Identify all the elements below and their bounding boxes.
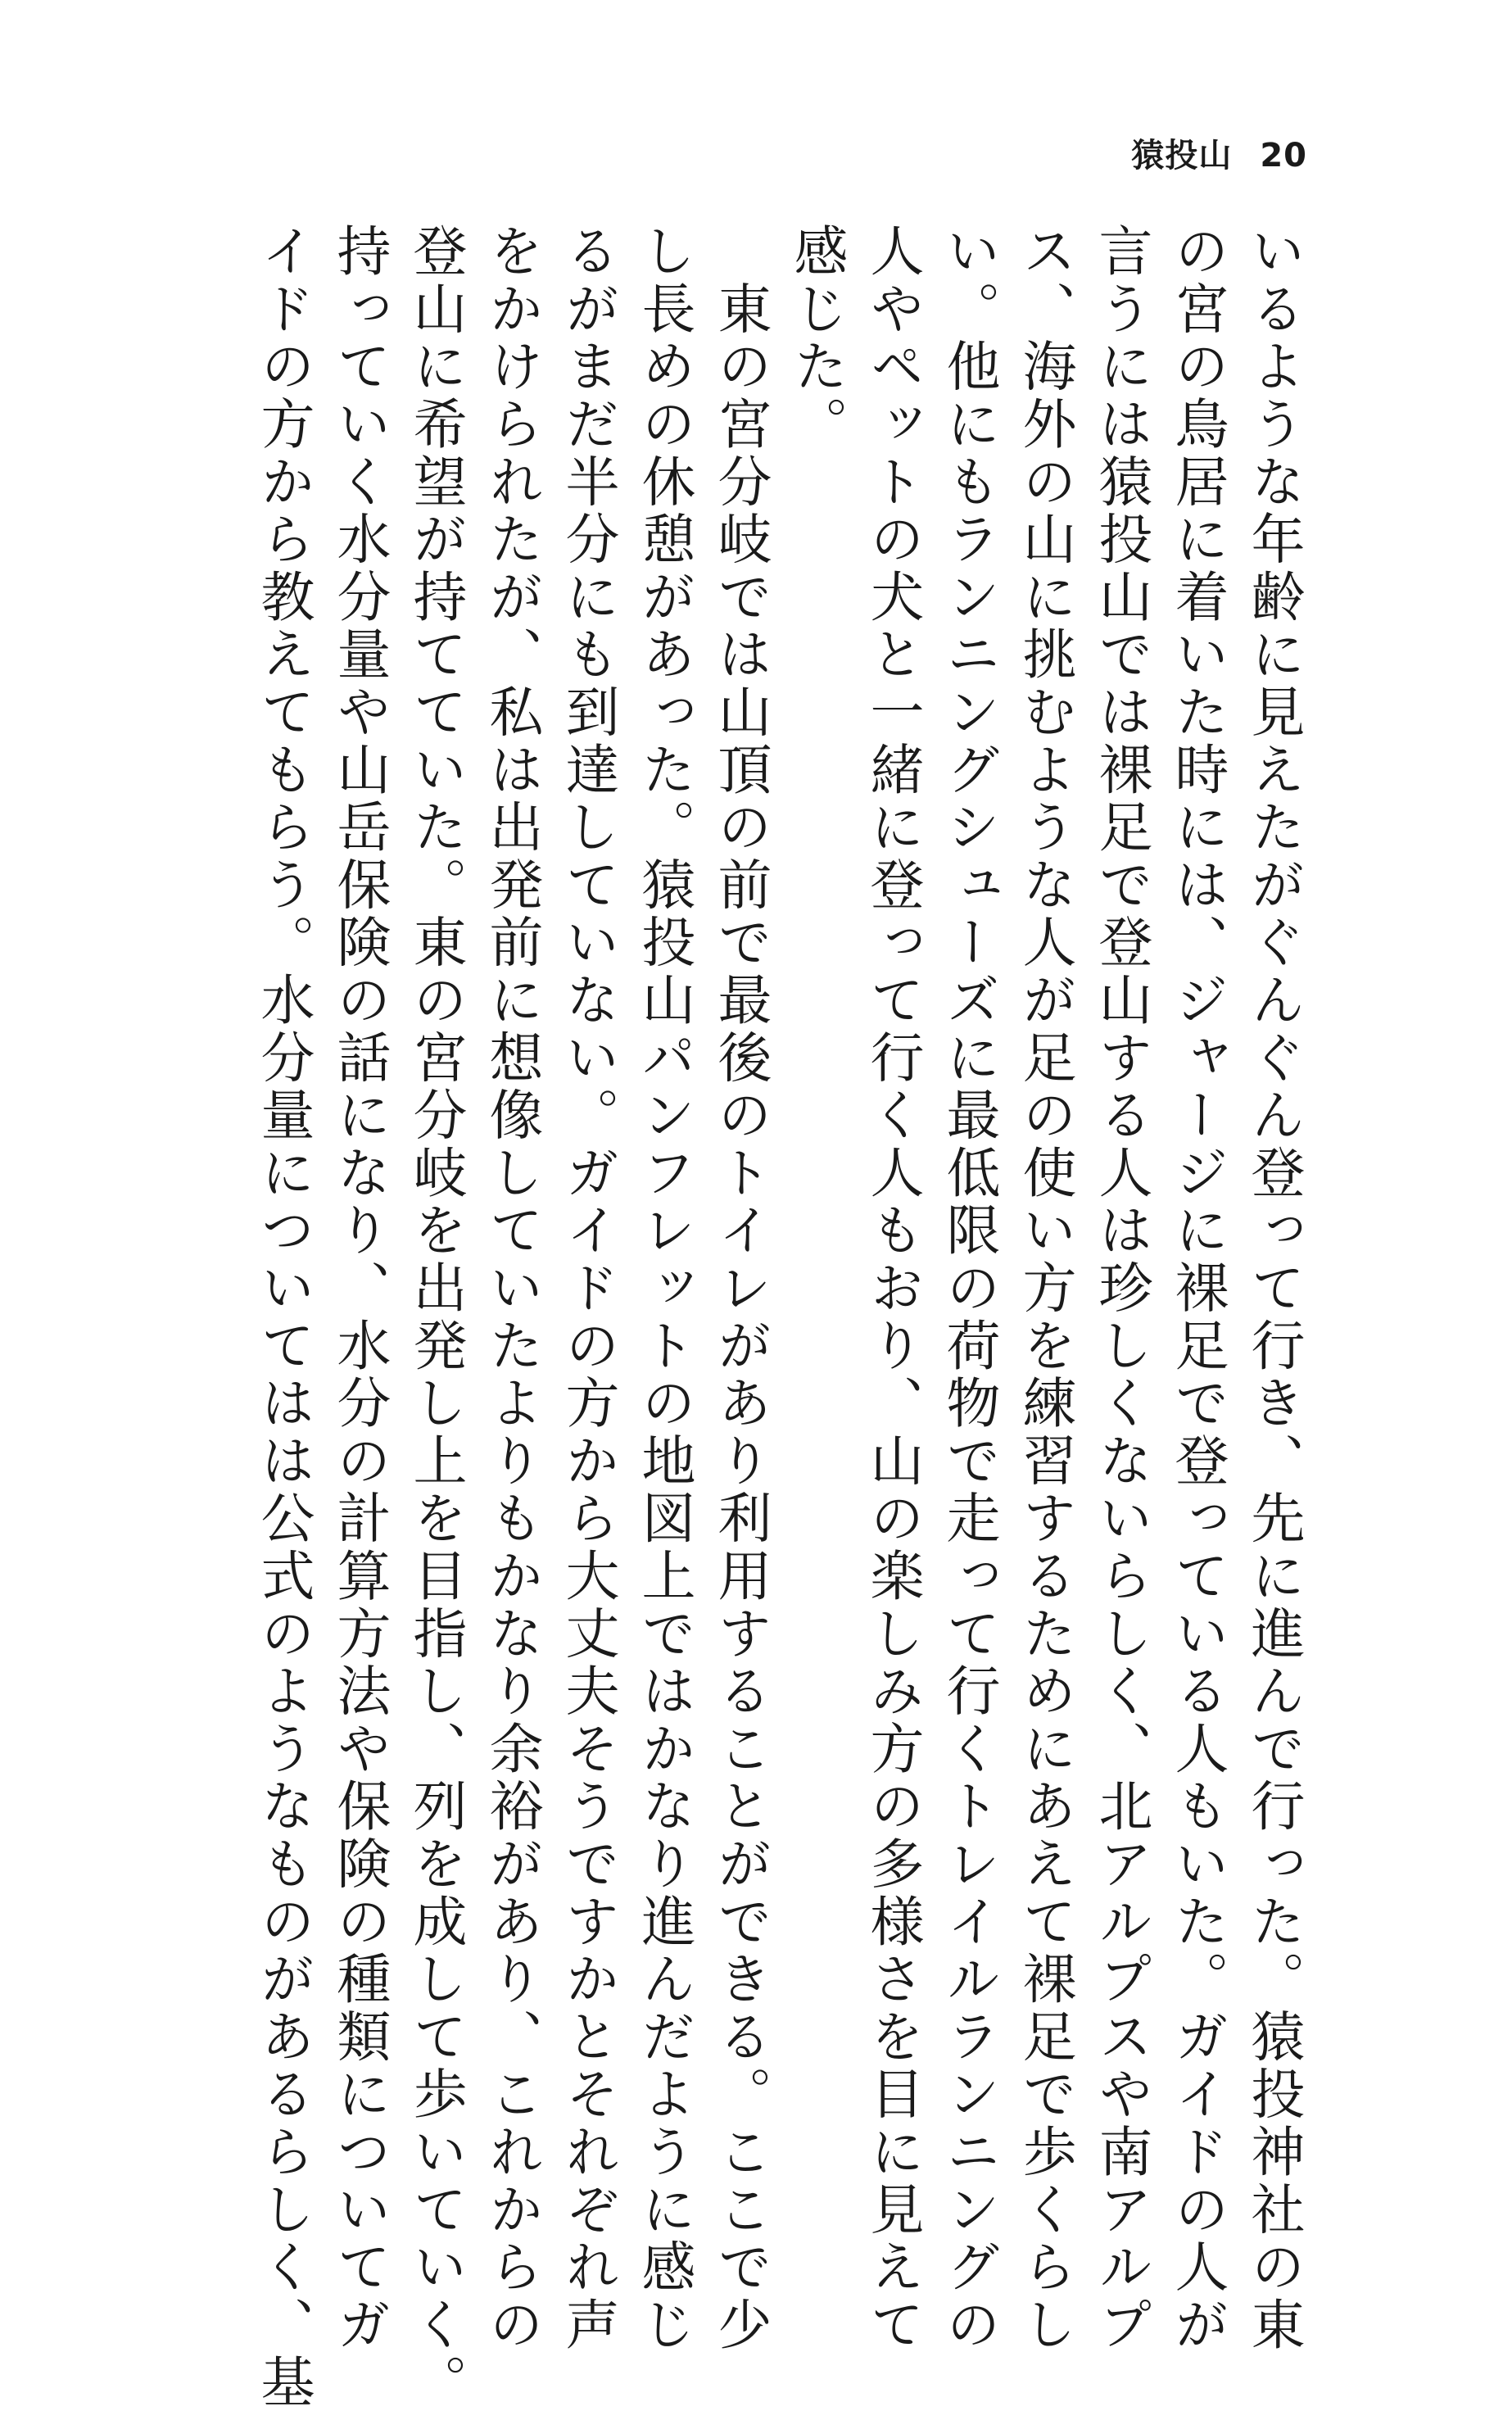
text-line: 持っていく水分量や山岳保険の話になり、水分の計算方法や保険の種類についてガ xyxy=(328,223,391,2354)
text-line: の宮の鳥居に着いた時には、ジャージに裸足で登っている人もいた。ガイドの人が xyxy=(1166,223,1229,2354)
body-text xyxy=(245,223,1311,2411)
chapter-title: 猿投山 xyxy=(1131,137,1233,174)
text-line: るがまだ半分にも到達していない。ガイドの方から大丈夫そうですかとそれぞれ声 xyxy=(556,223,619,2354)
text-line: ス、海外の山に挑むような人が足の使い方を練習するためにあえて裸足で歩くらし xyxy=(1013,223,1076,2354)
text-line: 登山に希望が持てていた。東の宮分岐を出発し上を目指し、列を成して歩いていく。 xyxy=(404,223,467,2411)
text-line: 感じた。 xyxy=(785,223,848,454)
text-line: いるような年齢に見えたがぐんぐん登って行き、先に進んで行った。猿投神社の東 xyxy=(1242,223,1305,2354)
text-line: い。他にもランニングシューズに最低限の荷物で走って行くトレイルランニングの xyxy=(937,223,1000,2354)
text-line: 東の宮分岐では山頂の前で最後のトイレがあり利用することができる。ここで少 xyxy=(708,223,772,2354)
text-line: し長めの休憩があった。猿投山パンフレットの地図上ではかなり進んだように感じ xyxy=(632,223,695,2354)
text-line: 人やペットの犬と一緒に登って行く人もおり、山の楽しみ方の多様さを目に見えて xyxy=(861,223,924,2354)
page-number: 20 xyxy=(1260,137,1307,174)
running-head xyxy=(1131,129,1307,176)
text-line: をかけられたが、私は出発前に想像していたよりもかなり余裕があり、これからの xyxy=(480,223,543,2354)
text-line: イドの方から教えてもらう。水分量についてはは公式のようなものがあるらしく、基 xyxy=(251,223,315,2411)
text-line: 言うには猿投山では裸足で登山する人は珍しくないらしく、北アルプスや南アルプ xyxy=(1089,223,1152,2354)
